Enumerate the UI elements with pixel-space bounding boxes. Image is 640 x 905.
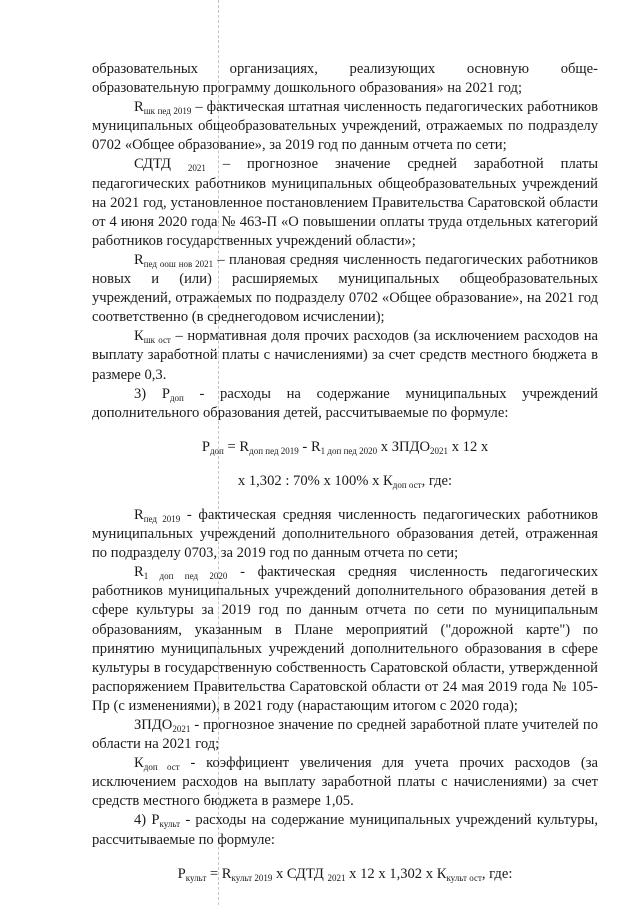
definition-k-dop-ost: $К_{доп ост}$ - коэффициент увеличения для учета прочих расходов (за исключением расходов на выплату заработной платы с начислениями) за счет средств местного бюджета в размере 1,05. bbox=[92, 755, 598, 810]
spacer bbox=[92, 491, 598, 506]
paragraph-continuation-line1: образовательных организациях, реализующих основную обще- bbox=[92, 61, 598, 77]
formula-p-dop-line2: х 1,302 : 70% х 100% х $К_{доп ост}$, где: bbox=[237, 472, 453, 490]
definition-r-shk-ped-2019: $R_{шк пед 2019}$ – фактическая штатная численность педагогических работников муниципальных общеобразовательных учреждений, отражаемых по подразделу 0702 «Общее образование», за 2019 год по данным отчета по сети; bbox=[92, 99, 599, 154]
definition-sdtd-2021: СДТД $_{2021}$ – прогнозное значение средней заработной платы педагогических работников муниципальных общеобразовательных учреждений на 2021 год, установленное постановлением Правительства Саратовской области от 4 июня 2020 года № 463-П «О повышении оплаты труда отдельных категорий работников государственных учреждений области»; bbox=[92, 156, 599, 249]
definition-r1-dop-ped-2020: $R_{1 доп пед 2020}$ - фактическая средняя численность педагогических работников муниципальных учреждений дополнительного образования детей в сфере культуры за 2019 год по данным отчета по сети по муниципальным образованиям, указанным в Плане мероприятий ("дорожной карте") по принятию муниципальных учреждений дополнительного образования в сфере культуры в государственную собственность Саратовской области, утвержденной распоряжением Правительства Саратовской области от 24 мая 2019 года № 105-Пр (с изменениями), в 2021 году (нарастающим итогом с 2020 года); bbox=[92, 564, 598, 714]
definition-r-ped-oosh-nov-2021: $R_{пед оош нов 2021}$ – плановая средняя численность педагогических работников новых и (или) расширяемых муниципальных общеобразовательных учреждений, отражаемых по подразделу 0702 «Общее образование», на 2021 год соответственно (в среднегодовом исчислении); bbox=[92, 251, 598, 326]
definition-k-shk-ost: $К_{шк ост}$ – нормативная доля прочих расходов (за исключением расходов на выплату заработной платы с начислениями) за счет средств местного бюджета в размере 0,3. bbox=[92, 328, 598, 383]
paragraph-continuation-line2: образовательную программу дошкольного образования» на 2021 год; bbox=[92, 80, 523, 97]
formula-p-kult: $Р_{культ} = R_{культ 2019}$ х СДТД $_{2021}$ х 12 х 1,302 х $К_{культ ост}$, где: bbox=[177, 865, 513, 883]
definition-r-ped-2019: $R_{пед 2019}$ - фактическая средняя численность педагогических работников муниципальных учреждений дополнительного образования детей, отраженная по подразделу 0703, за 2019 год по данным отчета по сети; bbox=[92, 506, 598, 562]
item-4-culture: 4) $Р_{культ}$ - расходы на содержание муниципальных учреждений культуры, рассчитываемые по формуле: bbox=[92, 812, 599, 848]
spacer bbox=[92, 457, 598, 472]
item-3-additional-education: 3) $Р_{доп}$ - расходы на содержание муниципальных учреждений дополнительного образования детей, рассчитываемые по формуле: bbox=[92, 385, 598, 421]
spacer bbox=[92, 423, 598, 438]
definition-zpdo-2021: $ЗПДО_{2021}$ - прогнозное значение по средней заработной плате учителей по области на 2021 год; bbox=[92, 717, 598, 753]
formula-p-dop-line1: $Р_{доп} = R_{доп пед 2019} - R_{1 доп пед 2020}$ х $ЗПДО_{2021}$ х 12 х bbox=[201, 438, 489, 456]
spacer bbox=[92, 850, 598, 865]
document-body bbox=[92, 60, 598, 884]
